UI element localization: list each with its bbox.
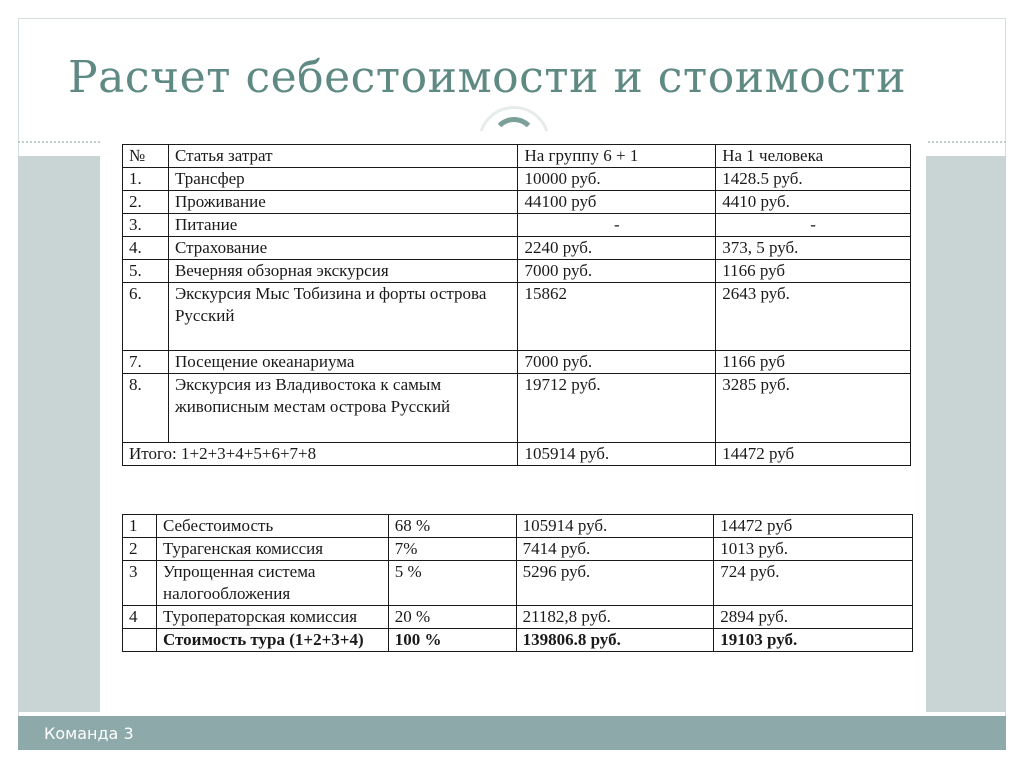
group-cost: 7000 руб. — [518, 351, 716, 374]
table-row — [123, 237, 911, 260]
row-number: 6. — [123, 283, 169, 351]
costs-table — [122, 144, 911, 466]
table-row — [123, 538, 913, 561]
person-cost: 3285 руб. — [716, 374, 911, 443]
group-cost: 5296 руб. — [516, 561, 714, 606]
table-row — [123, 606, 913, 629]
footer-label: Команда 3 — [44, 724, 134, 743]
row-number: 8. — [123, 374, 169, 443]
table-row — [123, 561, 913, 606]
person-cost: 2894 руб. — [714, 606, 913, 629]
cost-item: Питание — [168, 214, 518, 237]
cost-item: Трансфер — [168, 168, 518, 191]
row-number: 1 — [123, 515, 157, 538]
person-cost: 4410 руб. — [716, 191, 911, 214]
total-group-cost: 105914 руб. — [518, 443, 716, 466]
group-cost: 105914 руб. — [516, 515, 714, 538]
group-cost: 21182,8 руб. — [516, 606, 714, 629]
table-header-row — [123, 145, 911, 168]
row-number: 3 — [123, 561, 157, 606]
price-item: Туроператорская комиссия — [156, 606, 388, 629]
total-percent: 100 % — [388, 629, 516, 652]
table-row — [123, 515, 913, 538]
person-cost: 14472 руб — [714, 515, 913, 538]
price-item: Упрощенная система налогообложения — [156, 561, 388, 606]
person-cost: 1166 руб — [716, 351, 911, 374]
total-row — [123, 629, 913, 652]
total-person-cost: 19103 руб. — [714, 629, 913, 652]
row-number: 2. — [123, 191, 169, 214]
group-cost: 44100 руб — [518, 191, 716, 214]
total-group-cost: 139806.8 руб. — [516, 629, 714, 652]
table-row — [123, 283, 911, 351]
row-number: 4. — [123, 237, 169, 260]
header-cell: На 1 человека — [716, 145, 911, 168]
header-cell: № — [123, 145, 169, 168]
person-cost: 1428.5 руб. — [716, 168, 911, 191]
table-row — [123, 214, 911, 237]
cost-item: Вечерняя обзорная экскурсия — [168, 260, 518, 283]
total-label: Итого: 1+2+3+4+5+6+7+8 — [123, 443, 518, 466]
person-cost: 373, 5 руб. — [716, 237, 911, 260]
price-item: Турагенская комиссия — [156, 538, 388, 561]
group-cost: 15862 — [518, 283, 716, 351]
group-cost: 7414 руб. — [516, 538, 714, 561]
percent: 20 % — [388, 606, 516, 629]
table-row — [123, 351, 911, 374]
cost-item: Посещение океанариума — [168, 351, 518, 374]
person-cost: 1166 руб — [716, 260, 911, 283]
group-cost: 10000 руб. — [518, 168, 716, 191]
row-number: 5. — [123, 260, 169, 283]
row-number: 4 — [123, 606, 157, 629]
table-row — [123, 374, 911, 443]
group-cost: 7000 руб. — [518, 260, 716, 283]
left-band — [18, 156, 100, 712]
percent: 5 % — [388, 561, 516, 606]
price-table — [122, 514, 913, 652]
percent: 68 % — [388, 515, 516, 538]
row-number: 3. — [123, 214, 169, 237]
header-cell: На группу 6 + 1 — [518, 145, 716, 168]
group-cost: 19712 руб. — [518, 374, 716, 443]
total-person-cost: 14472 руб — [716, 443, 911, 466]
table-row — [123, 168, 911, 191]
group-cost: 2240 руб. — [518, 237, 716, 260]
empty-cell — [123, 629, 157, 652]
slide-title: Расчет себестоимости и стоимости — [68, 52, 907, 103]
person-cost: 2643 руб. — [716, 283, 911, 351]
right-band — [926, 156, 1006, 712]
table-row — [123, 260, 911, 283]
table-row — [123, 191, 911, 214]
price-item: Себестоимость — [156, 515, 388, 538]
row-number: 1. — [123, 168, 169, 191]
group-cost: - — [518, 214, 716, 237]
total-row — [123, 443, 911, 466]
percent: 7% — [388, 538, 516, 561]
person-cost: 724 руб. — [714, 561, 913, 606]
cost-item: Страхование — [168, 237, 518, 260]
total-label: Стоимость тура (1+2+3+4) — [156, 629, 388, 652]
cost-item: Проживание — [168, 191, 518, 214]
person-cost: 1013 руб. — [714, 538, 913, 561]
header-cell: Статья затрат — [168, 145, 518, 168]
row-number: 2 — [123, 538, 157, 561]
footer-bar — [18, 716, 1006, 750]
cost-item: Экскурсия Мыс Тобизина и форты острова Русский — [168, 283, 518, 351]
cost-item: Экскурсия из Владивостока к самым живописным местам острова Русский — [168, 374, 518, 443]
person-cost: - — [716, 214, 911, 237]
row-number: 7. — [123, 351, 169, 374]
